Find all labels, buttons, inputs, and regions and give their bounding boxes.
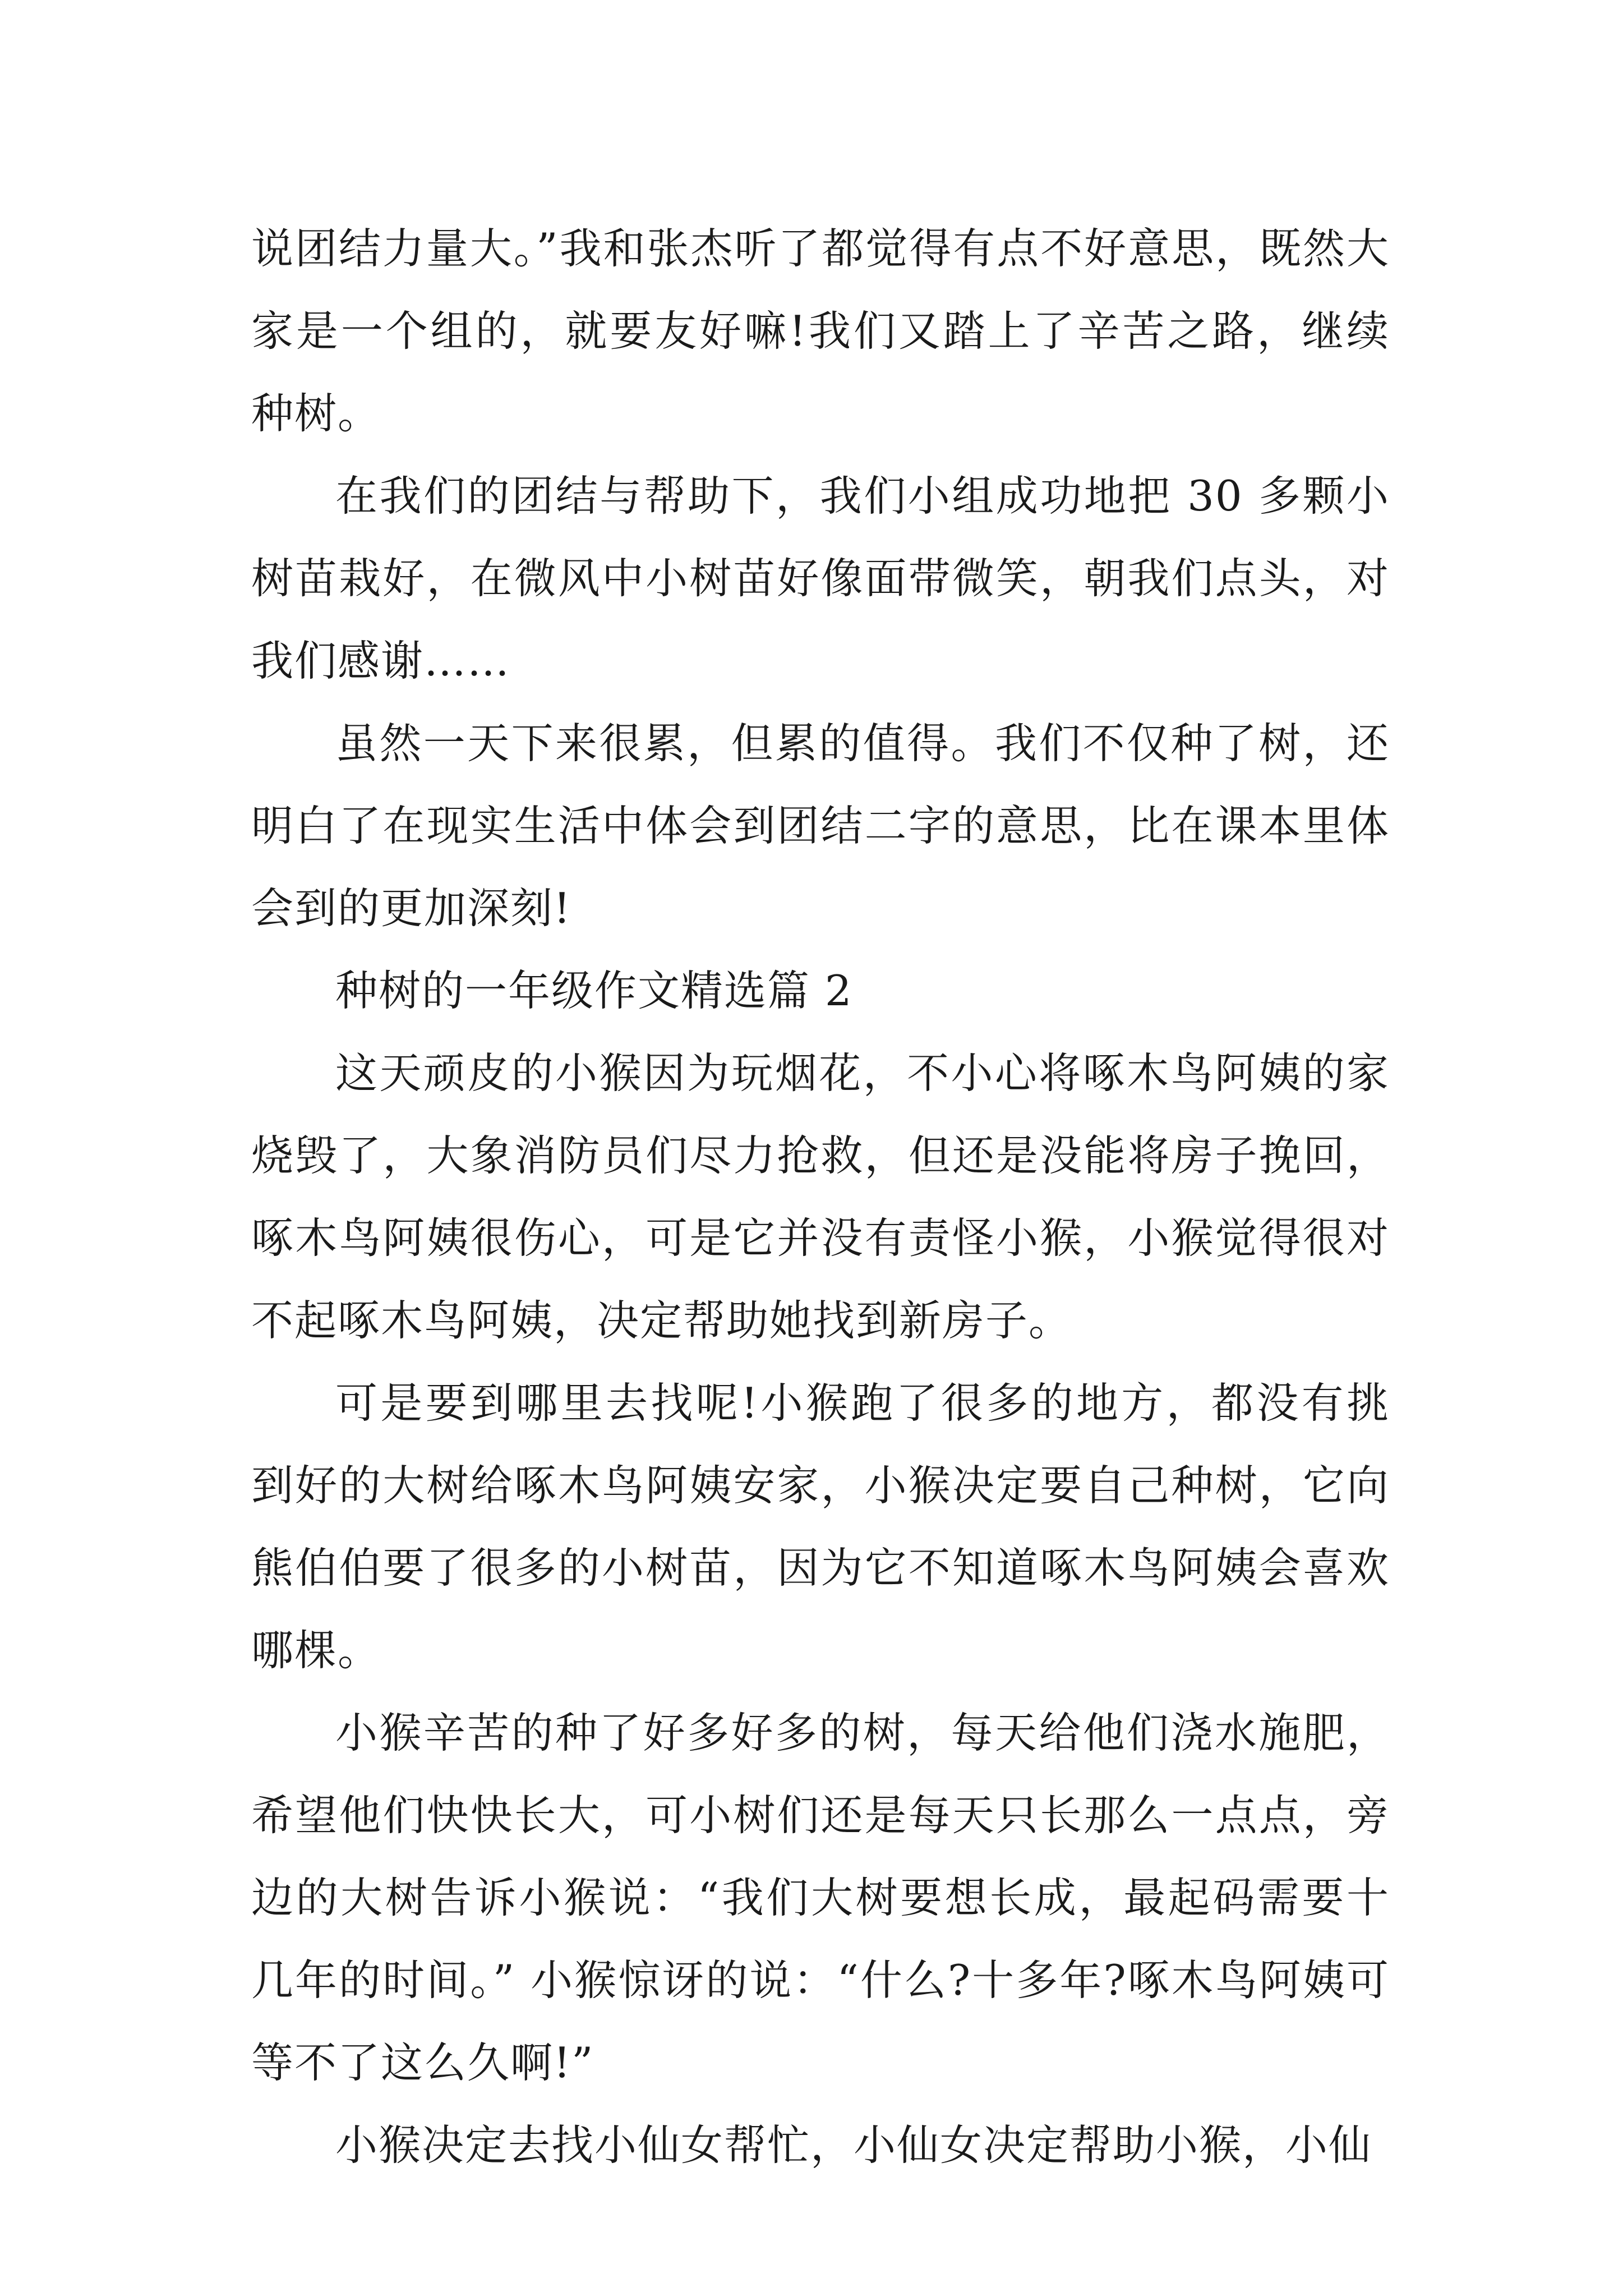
paragraph: 小猴辛苦的种了好多好多的树，每天给他们浇水施肥，希望他们快快长大，可小树们还是每天只长那么一点点，旁边的大树告诉小猴说：“我们大树要想长成，最起码需要十几年的时间。” 小猴惊讶的说：“什么?十多年?啄木鸟阿姨可等不了这么久啊!” xyxy=(251,1708,1390,2087)
paragraph: 在我们的团结与帮助下，我们小组成功地把 30 多颗小树苗栽好，在微风中小树苗好像面带微笑，朝我们点头，对我们感谢…… xyxy=(251,471,1390,685)
paragraph: 这天顽皮的小猴因为玩烟花，不小心将啄木鸟阿姨的家烧毁了，大象消防员们尽力抢救，但还是没能将房子挽回，啄木鸟阿姨很伤心，可是它并没有责怪小猴，小猴觉得很对不起啄木鸟阿姨，决定帮助她找到新房子。 xyxy=(251,1048,1390,1345)
paragraph: 可是要到哪里去找呢!小猴跑了很多的地方，都没有挑到好的大树给啄木鸟阿姨安家，小猴决定要自己种树，它向熊伯伯要了很多的小树苗，因为它不知道啄木鸟阿姨会喜欢哪棵。 xyxy=(251,1378,1390,1675)
article-body xyxy=(251,208,1390,2187)
section-heading: 种树的一年级作文精选篇 2 xyxy=(335,966,853,1015)
paragraph-continuation: 说团结力量大。”我和张杰听了都觉得有点不好意思，既然大家是一个组的，就要友好嘛!我们又踏上了辛苦之路，继续种树。 xyxy=(251,224,1390,438)
paragraph: 小猴决定去找小仙女帮忙，小仙女决定帮助小猴，小仙 xyxy=(335,2120,1372,2170)
paragraph: 虽然一天下来很累，但累的值得。我们不仅种了树，还明白了在现实生活中体会到团结二字的意思，比在课本里体会到的更加深刻! xyxy=(251,719,1390,933)
